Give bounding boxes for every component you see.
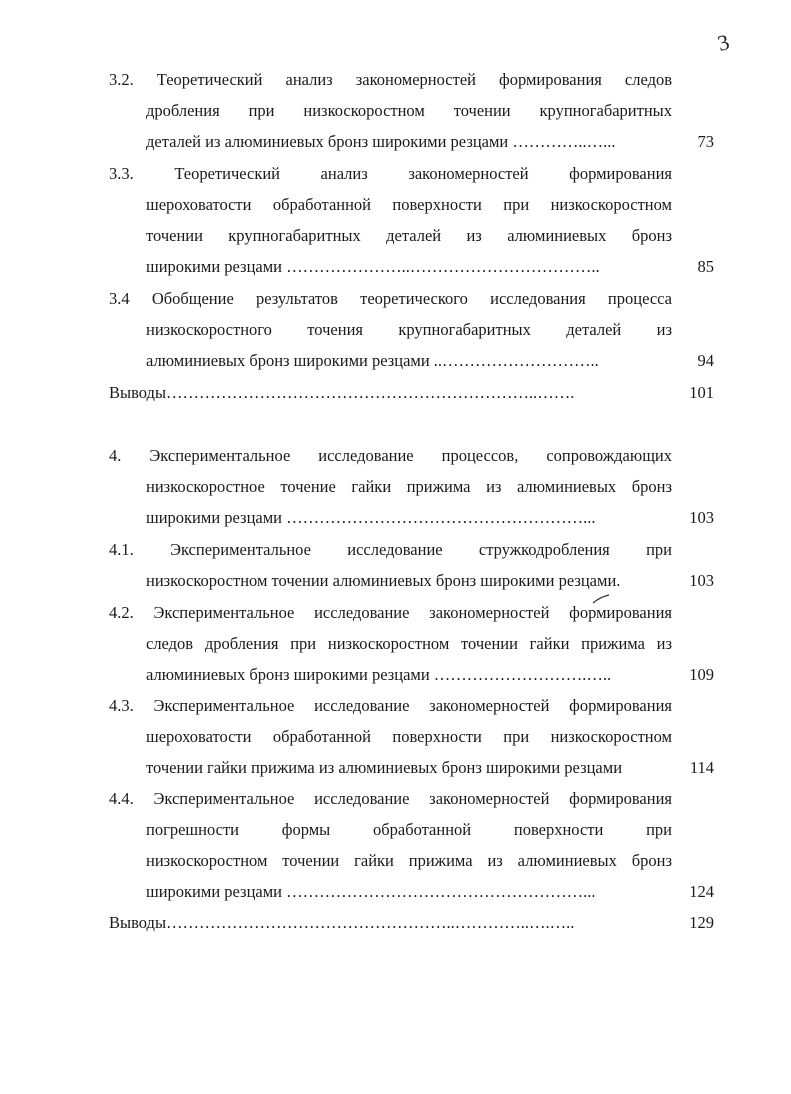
handwritten-mark-icon xyxy=(592,594,610,604)
toc-entry-4-4-page: 124 xyxy=(689,882,714,901)
toc-entry-4-1-line-1: 4.1. Экспериментальное исследование стружкодробления при xyxy=(109,540,672,559)
toc-entry-3-2-page: 73 xyxy=(697,132,714,151)
toc-entry-4-4-line-3: низкоскоростном точении гайки прижима из алюминиевых бронз xyxy=(146,851,672,870)
toc-entry-4-4-line-2: погрешности формы обработанной поверхности при xyxy=(146,820,672,839)
toc-entry-4-line-1: 4. Экспериментальное исследование процессов, сопровождающих xyxy=(109,446,672,465)
toc-entry-4-2-page: 109 xyxy=(689,665,714,684)
toc-entry-3-2-line-1: 3.2. Теоретический анализ закономерностей формирования следов xyxy=(109,70,672,89)
toc-entry-4-4-line-4: широкими резцами ………………………………………………... xyxy=(146,882,596,901)
toc-entry-conclusions-3-page: 101 xyxy=(689,383,714,402)
toc-entry-4-page: 103 xyxy=(689,508,714,527)
toc-entry-4-3-page: 114 xyxy=(689,758,714,777)
toc-entry-3-4-page: 94 xyxy=(697,351,714,370)
toc-entry-4-3-line-1: 4.3. Экспериментальное исследование закономерностей формирования xyxy=(109,696,672,715)
toc-entry-4-line-2: низкоскоростное точение гайки прижима из алюминиевых бронз xyxy=(146,477,672,496)
toc-entry-3-4-line-1: 3.4 Обобщение результатов теоретического исследования процесса xyxy=(109,289,672,308)
toc-entry-4-2-line-1: 4.2. Экспериментальное исследование закономерностей формирования xyxy=(109,603,672,622)
toc-entry-4-4-line-1: 4.4. Экспериментальное исследование закономерностей формирования xyxy=(109,789,672,808)
toc-entry-3-3-line-4: широкими резцами …………………..…………………………….. xyxy=(146,257,600,276)
toc-entry-conclusions-4-line: Выводы……………………………………………..…………..….….. xyxy=(109,913,575,932)
toc-entry-4-3-line-2: шероховатости обработанной поверхности при низкоскоростном xyxy=(146,727,672,746)
toc-entry-3-4-line-2: низкоскоростного точения крупногабаритных деталей из xyxy=(146,320,672,339)
toc-entry-3-3-line-3: точении крупногабаритных деталей из алюминиевых бронз xyxy=(146,226,672,245)
toc-entry-3-4-line-3: алюминиевых бронз широкими резцами ..……………………….. xyxy=(146,351,599,370)
toc-entry-3-3-page: 85 xyxy=(697,257,714,276)
toc-entry-conclusions-3-line: Выводы…………………………………………………………..……. xyxy=(109,383,575,402)
toc-entry-conclusions-4-page: 129 xyxy=(689,913,714,932)
toc-entry-3-2-line-3: деталей из алюминиевых бронз широкими резцами …………..…... xyxy=(146,132,616,151)
toc-entry-3-3-line-2: шероховатости обработанной поверхности при низкоскоростном xyxy=(146,195,672,214)
page-number-mark: 3 xyxy=(714,29,732,57)
toc-entry-4-1-page: 103 xyxy=(689,571,714,590)
toc-entry-3-2-line-2: дробления при низкоскоростном точении крупногабаритных xyxy=(146,101,672,120)
toc-entry-4-3-line-3: точении гайки прижима из алюминиевых бронз широкими резцами xyxy=(146,758,623,777)
toc-entry-4-1-line-2: низкоскоростном точении алюминиевых бронз широкими резцами. xyxy=(146,571,621,590)
toc-entry-4-line-3: широкими резцами ………………………………………………... xyxy=(146,508,596,527)
toc-entry-4-2-line-3: алюминиевых бронз широкими резцами ……………………….….. xyxy=(146,665,612,684)
toc-entry-4-2-line-2: следов дробления при низкоскоростном точении гайки прижима из xyxy=(146,634,672,653)
toc-entry-3-3-line-1: 3.3. Теоретический анализ закономерностей формирования xyxy=(109,164,672,183)
